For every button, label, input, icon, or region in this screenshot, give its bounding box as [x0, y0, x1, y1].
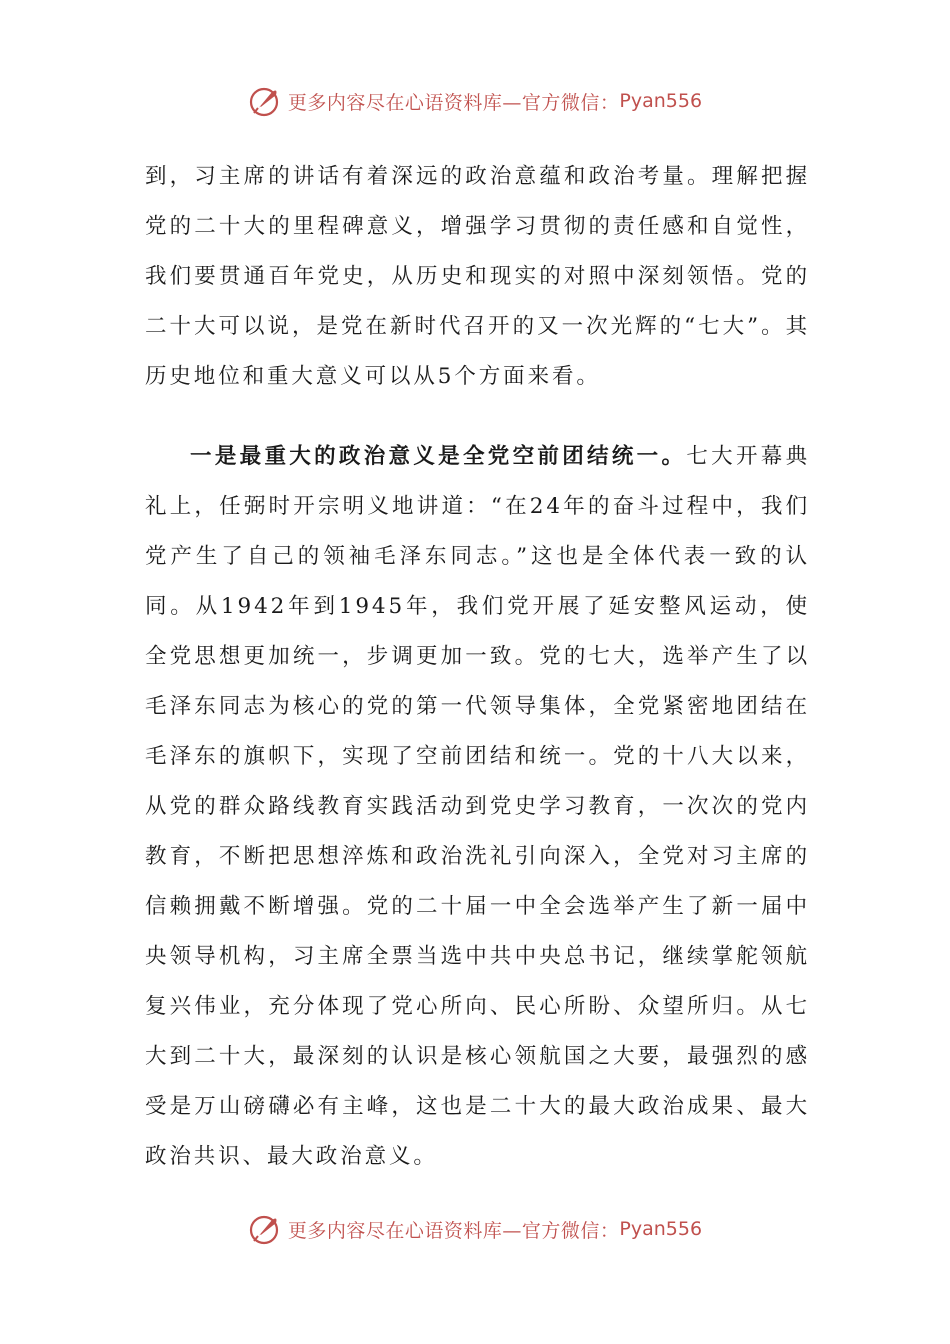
paragraph-1: 到，习主席的讲话有着深远的政治意蕴和政治考量。理解把握党的二十大的里程碑意义，增强学习贯彻的责任感和自觉性，我们要贯通百年党史，从历史和现实的对照中深刻领悟。党的二十大可以说，是党在新时代召开的又一次光辉的“七大”。其历史地位和重大意义可以从5个方面来看。 — [145, 164, 810, 389]
footer-wechat-id: Pyan556 — [619, 1218, 703, 1240]
footer-banner — [0, 1212, 950, 1246]
wechat-id: Pyan556 — [619, 90, 703, 112]
article-body — [145, 152, 810, 1182]
banner-text: 更多内容尽在心语资料库—官方微信： — [287, 91, 620, 114]
paragraph-2-text: 七大开幕典礼上，任弼时开宗明义地讲道：“在24年的奋斗过程中，我们党产生了自己的领袖毛泽东同志。”这也是全体代表一致的认同。从1942年到1945年，我们党开展了延安整风运动，使全党思想更加统一，步调更加一致。党的七大，选举产生了以毛泽东同志为核心的党的第一代领导集体，全党紧密地团结在毛泽东的旗帜下，实现了空前团结和统一。党的十八大以来，从党的群众路线教育实践活动到党史学习教育，一次次的党内教育，不断把思想淬炼和政治洗礼引向深入，全党对习主席的信赖拥戴不断增强。党的二十届一中全会选举产生了新一届中央领导机构，习主席全票当选中共中央总书记，继续掌舵领航复兴伟业，充分体现了党心所向、民心所盼、众望所归。从七大到二十大，最深刻的认识是核心领航国之大要，最强烈的感受是万山磅礴必有主峰，这也是二十大的最大政治成果、最大政治共识、最大政治意义。 — [145, 444, 810, 1169]
quill-pen-icon — [248, 1212, 282, 1246]
quill-pen-icon — [248, 84, 282, 118]
footer-banner-text: 更多内容尽在心语资料库—官方微信： — [287, 1219, 620, 1242]
paragraph-2-lead: 一是最重大的政治意义是全党空前团结统一。 — [190, 444, 687, 469]
header-banner — [0, 84, 950, 118]
paragraph-2 — [145, 432, 810, 1182]
